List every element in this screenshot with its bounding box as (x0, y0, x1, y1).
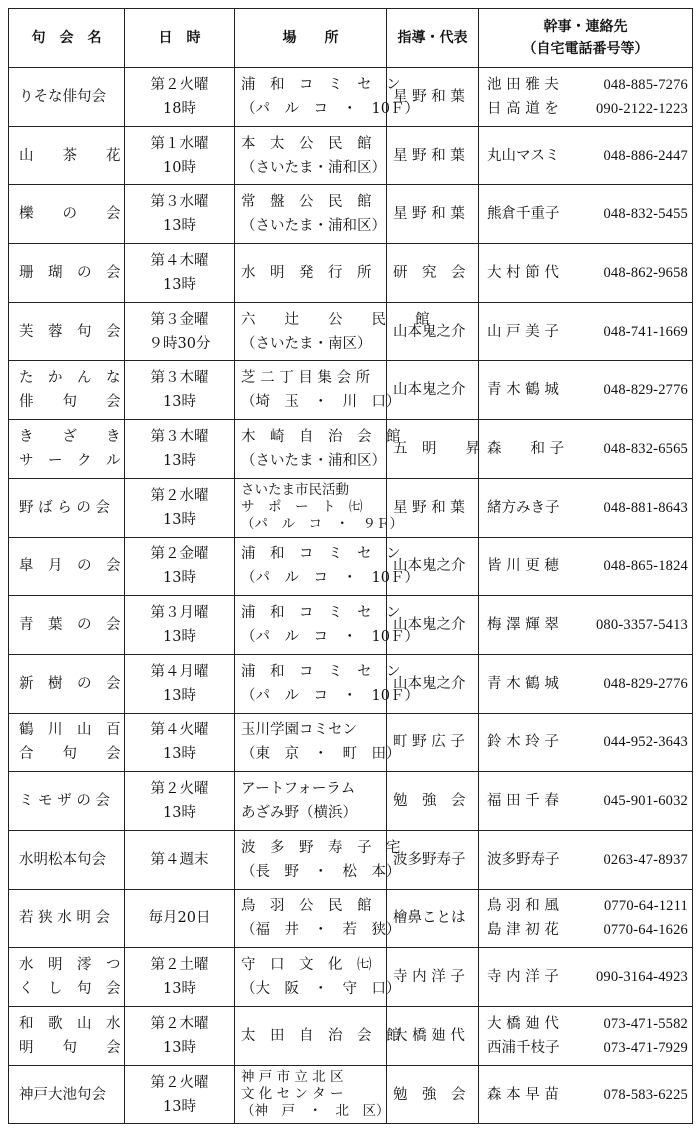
contact-cell (479, 68, 693, 127)
schedule-text: 13時 (163, 452, 196, 469)
schedule-cell (125, 1065, 235, 1124)
contact-name: 森 和 子 (487, 440, 565, 457)
contact-entry (487, 894, 688, 918)
table-row (9, 420, 693, 479)
schedule-text: 13時 (163, 981, 196, 998)
contact-phone: 0770-64-1626 (603, 922, 688, 939)
schedule-text: 第２火曜 (150, 76, 209, 93)
contact-entry (487, 97, 688, 121)
schedule-cell (125, 361, 235, 420)
group-name-cell (9, 185, 125, 244)
venue-text: （さいたま・南区） (241, 335, 372, 352)
schedule-text: 第３月曜 (150, 605, 209, 622)
venue-text: さいたま市民活動 (241, 482, 349, 499)
schedule-text: 13時 (163, 218, 196, 235)
venue-text: あざみ野（横浜） (241, 805, 357, 822)
contact-phone: 090-2122-1223 (595, 100, 688, 117)
schedule-cell (125, 126, 235, 185)
leader-name: 山本鬼之介 (393, 558, 466, 575)
venue-text: （大 阪 ・ 守 口） (241, 981, 401, 998)
contact-cell (479, 654, 693, 713)
venue-text: 浦 和 コ ミ セ ン (241, 76, 401, 93)
venue-cell (235, 244, 387, 303)
table-row (9, 654, 693, 713)
contact-entry (487, 848, 688, 872)
contact-name: 福 田 千 春 (487, 793, 559, 810)
table-row (9, 830, 693, 889)
venue-text: （埼 玉 ・ 川 口） (241, 394, 401, 411)
schedule-cell (125, 948, 235, 1007)
contact-phone: 048-741-1669 (603, 323, 688, 340)
group-name-cell (9, 596, 125, 655)
venue-text: （パ ル コ ・ 10Ｆ） (241, 687, 419, 704)
group-name-cell (9, 361, 125, 420)
contact-phone: 048-829-2776 (603, 382, 688, 399)
schedule-cell (125, 654, 235, 713)
leader-cell (387, 1007, 479, 1066)
header-name: 句 会 名 (9, 9, 125, 68)
table-row (9, 68, 693, 127)
venue-cell (235, 126, 387, 185)
contact-cell (479, 537, 693, 596)
schedule-cell (125, 830, 235, 889)
group-name: 和 歌 山 水 (19, 1015, 121, 1032)
group-name: 新 樹 の 会 (19, 675, 121, 692)
leader-name: 研 究 会 (393, 264, 466, 281)
leader-cell (387, 889, 479, 948)
leader-name: 星 野 和 葉 (393, 147, 465, 164)
venue-text: （神 戸 ・ 北 区） (241, 1103, 390, 1120)
contact-name: 青 木 鶴 城 (487, 382, 559, 399)
table-row (9, 361, 693, 420)
leader-name: 星 野 和 葉 (393, 499, 465, 516)
schedule-text: 13時 (163, 687, 196, 704)
schedule-text: 10時 (163, 159, 196, 176)
contact-entry (487, 613, 688, 637)
contact-phone: 0263-47-8937 (603, 851, 688, 868)
leader-name: 勉 強 会 (393, 793, 466, 810)
header-date: 日 時 (125, 9, 235, 68)
venue-text: 太 田 自 治 会 館 (241, 1027, 401, 1044)
schedule-cell (125, 185, 235, 244)
venue-text: 水 明 発 行 所 (241, 264, 372, 281)
schedule-text: 第３木曜 (150, 428, 209, 445)
contact-phone: 044-952-3643 (603, 734, 688, 751)
contact-name: 大 村 節 代 (487, 264, 559, 281)
contact-entry (487, 1012, 688, 1036)
venue-cell (235, 713, 401, 772)
table-row (9, 713, 693, 772)
contact-name: 寺 内 洋 子 (487, 969, 559, 986)
contact-entry (487, 437, 688, 461)
schedule-cell (125, 68, 235, 127)
group-name-cell (9, 420, 125, 479)
leader-name: 檜鼻ことは (393, 910, 466, 927)
venue-text: 六 辻 公 民 館 (241, 311, 430, 328)
contact-name: 山 戸 美 子 (487, 323, 559, 340)
venue-cell (235, 537, 419, 596)
schedule-text: ９時30分 (148, 335, 211, 352)
leader-cell (387, 185, 479, 244)
schedule-text: 18時 (163, 100, 196, 117)
group-name-cell (9, 772, 125, 831)
contact-phone: 048-865-1824 (603, 558, 688, 575)
venue-text: 玉川学園コミセン (241, 722, 357, 739)
contact-cell (479, 1007, 693, 1066)
group-name-cell (9, 830, 125, 889)
contact-cell (479, 772, 693, 831)
contact-cell (479, 713, 693, 772)
venue-cell (235, 68, 419, 127)
group-name: 珊 瑚 の 会 (19, 264, 121, 281)
group-name-cell (9, 478, 125, 537)
venue-cell (235, 654, 419, 713)
group-name-cell (9, 1007, 125, 1066)
group-name: 鶴 川 山 百 (19, 722, 121, 739)
header-contact (479, 9, 693, 68)
contact-name: 波多野寿子 (487, 851, 560, 868)
venue-cell (235, 889, 401, 948)
group-name: き ざ き (19, 428, 121, 445)
contact-cell (479, 361, 693, 420)
venue-text: （長 野 ・ 松 本） (241, 863, 401, 880)
table-row (9, 244, 693, 303)
table-row (9, 948, 693, 1007)
schedule-text: 毎月20日 (148, 910, 211, 927)
table-row (9, 537, 693, 596)
venue-text: （さいたま・浦和区） (241, 218, 386, 235)
group-name: 芙 蓉 句 会 (19, 323, 121, 340)
leader-cell (387, 948, 479, 1007)
contact-entry (487, 378, 688, 402)
contact-cell (479, 948, 693, 1007)
venue-cell (235, 830, 401, 889)
header-leader: 指導・代表 (387, 9, 479, 68)
group-name: サ ー ク ル (19, 452, 121, 469)
venue-text: 守 口 文 化 ㈦ (241, 957, 372, 974)
contact-entry (487, 73, 688, 97)
leader-name: 星 野 和 葉 (393, 206, 465, 223)
group-name: 俳 句 会 (19, 394, 121, 411)
schedule-text: 13時 (163, 629, 196, 646)
group-name: 野 ば ら の 会 (19, 499, 110, 516)
venue-text: 浦 和 コ ミ セ ン (241, 546, 401, 563)
leader-cell (387, 713, 479, 772)
contact-phone: 073-471-7929 (603, 1039, 688, 1056)
contact-cell (479, 302, 693, 361)
schedule-cell (125, 537, 235, 596)
venue-text: （さいたま・浦和区） (241, 159, 386, 176)
contact-phone: 045-901-6032 (603, 793, 688, 810)
schedule-cell (125, 302, 235, 361)
contact-phone: 048-829-2776 (603, 675, 688, 692)
contact-entry (487, 672, 688, 696)
leader-name: 大 橋 廸 代 (393, 1027, 465, 1044)
contact-phone: 078-583-6225 (603, 1086, 688, 1103)
contact-name: 丸山マスミ (487, 147, 560, 164)
venue-text: 木 崎 自 治 会 館 (241, 428, 401, 445)
group-name: 神戸大池句会 (19, 1086, 106, 1103)
table-row (9, 185, 693, 244)
leader-name: 勉 強 会 (393, 1086, 466, 1103)
table-row (9, 1065, 693, 1124)
header-contact-title: 幹事・連絡先 (543, 19, 628, 35)
schedule-text: 13時 (163, 570, 196, 587)
table-row (9, 772, 693, 831)
schedule-text: 第３金曜 (150, 311, 209, 328)
group-name-cell (9, 889, 125, 948)
contact-phone: 048-862-9658 (603, 264, 688, 281)
leader-name: 五 明 昇 (393, 440, 480, 457)
contact-cell (479, 185, 693, 244)
contact-name: 島 津 初 花 (487, 922, 559, 939)
schedule-text: 13時 (163, 276, 196, 293)
venue-cell (235, 1007, 401, 1066)
schedule-cell (125, 420, 235, 479)
contact-entry (487, 554, 688, 578)
schedule-cell (125, 478, 235, 537)
leader-cell (387, 772, 479, 831)
venue-text: 浦 和 コ ミ セ ン (241, 605, 401, 622)
venue-text: 浦 和 コ ミ セ ン (241, 663, 401, 680)
leader-name: 寺 内 洋 子 (393, 969, 465, 986)
table-row (9, 302, 693, 361)
schedule-text: 第２土曜 (150, 957, 209, 974)
header-contact-subtitle: （自宅電話番号等） (522, 41, 649, 57)
schedule-text: 13時 (163, 394, 196, 411)
leader-cell (387, 1065, 479, 1124)
group-name-cell (9, 126, 125, 185)
contact-cell (479, 1065, 693, 1124)
contact-phone: 0770-64-1211 (603, 898, 688, 915)
venue-text: （さいたま・浦和区） (241, 452, 386, 469)
contact-name: 日 高 道 を (487, 100, 559, 117)
leader-name: 山本鬼之介 (393, 323, 466, 340)
group-name: りそな俳句会 (19, 88, 106, 105)
leader-name: 山本鬼之介 (393, 675, 466, 692)
contact-entry (487, 144, 688, 168)
table-header (9, 9, 693, 68)
contact-name: 大 橋 廸 代 (487, 1015, 559, 1032)
venue-text: （パ ル コ ・ ９Ｆ） (241, 516, 403, 533)
contact-entry (487, 789, 688, 813)
group-name: く し 句 会 (19, 981, 121, 998)
schedule-text: 第２火曜 (150, 781, 209, 798)
venue-text: サ ポ ー ト ㈦ (241, 499, 363, 516)
contact-entry (487, 1036, 688, 1060)
contact-cell (479, 830, 693, 889)
group-name-cell (9, 948, 125, 1007)
group-name-cell (9, 654, 125, 713)
venue-cell (235, 185, 387, 244)
group-name-cell (9, 68, 125, 127)
venue-text: 文 化 セ ン タ ー (241, 1086, 344, 1103)
leader-name: 山本鬼之介 (393, 617, 466, 634)
group-name-cell (9, 713, 125, 772)
contact-entry (487, 496, 688, 520)
contact-name: 鈴 木 玲 子 (487, 734, 559, 751)
group-name: 皐 月 の 会 (19, 558, 121, 575)
venue-text: 神 戸 市 立 北 区 (241, 1069, 344, 1086)
schedule-text: 第４木曜 (150, 252, 209, 269)
haiku-group-table (8, 8, 693, 1124)
contact-entry (487, 1083, 688, 1107)
leader-name: 山本鬼之介 (393, 382, 466, 399)
leader-name: 星 野 和 葉 (393, 88, 465, 105)
contact-cell (479, 889, 693, 948)
contact-phone: 048-881-8643 (603, 499, 688, 516)
contact-entry (487, 202, 688, 226)
contact-entry (487, 918, 688, 942)
schedule-cell (125, 713, 235, 772)
schedule-text: 第４週末 (150, 851, 209, 868)
contact-phone: 048-832-5455 (603, 206, 688, 223)
venue-text: （東 京 ・ 町 田） (241, 746, 401, 763)
contact-phone: 090-3164-4923 (595, 969, 688, 986)
schedule-text: 13時 (163, 511, 196, 528)
schedule-cell (125, 596, 235, 655)
schedule-text: 第２金曜 (150, 546, 209, 563)
venue-cell (235, 948, 401, 1007)
contact-name: 青 木 鶴 城 (487, 675, 559, 692)
group-name: 櫟 の 会 (19, 206, 121, 223)
table-body (9, 68, 693, 1124)
schedule-text: 第２水曜 (150, 487, 209, 504)
table-row (9, 126, 693, 185)
contact-name: 熊倉千重子 (487, 206, 560, 223)
venue-cell (235, 596, 419, 655)
schedule-cell (125, 244, 235, 303)
schedule-text: 第３水曜 (150, 194, 209, 211)
leader-cell (387, 126, 479, 185)
contact-phone: 048-885-7276 (603, 76, 688, 93)
venue-text: （パ ル コ ・ 10Ｆ） (241, 629, 419, 646)
venue-text: 本 太 公 民 館 (241, 135, 372, 152)
contact-cell (479, 244, 693, 303)
contact-entry (487, 320, 688, 344)
group-name: 合 句 会 (19, 746, 121, 763)
venue-cell (235, 420, 401, 479)
contact-cell (479, 478, 693, 537)
contact-cell (479, 596, 693, 655)
group-name-cell (9, 1065, 125, 1124)
schedule-text: 第２火曜 (150, 1074, 209, 1091)
group-name-cell (9, 537, 125, 596)
venue-cell (235, 361, 401, 420)
contact-name: 西浦千枝子 (487, 1039, 560, 1056)
venue-text: （パ ル コ ・ 10Ｆ） (241, 100, 419, 117)
contact-name: 森 本 早 苗 (487, 1086, 559, 1103)
group-name: 水明松本句会 (19, 851, 106, 868)
leader-cell (387, 361, 479, 420)
schedule-text: 第４火曜 (150, 722, 209, 739)
schedule-cell (125, 1007, 235, 1066)
schedule-text: 13時 (163, 746, 196, 763)
contact-phone: 073-471-5582 (603, 1015, 688, 1032)
table-row (9, 596, 693, 655)
contact-entry (487, 965, 688, 989)
schedule-text: 13時 (163, 805, 196, 822)
contact-name: 皆 川 更 穂 (487, 558, 559, 575)
venue-cell (235, 478, 403, 537)
leader-name: 町 野 広 子 (393, 734, 465, 751)
venue-text: 常 盤 公 民 館 (241, 194, 372, 211)
header-place: 場 所 (235, 9, 387, 68)
schedule-cell (125, 772, 235, 831)
group-name: 青 葉 の 会 (19, 617, 121, 634)
venue-text: （パ ル コ ・ 10Ｆ） (241, 570, 419, 587)
contact-phone: 048-886-2447 (603, 147, 688, 164)
schedule-text: 第１水曜 (150, 135, 209, 152)
venue-text: 鳥 羽 公 民 館 (241, 898, 372, 915)
contact-name: 緒方みき子 (487, 499, 560, 516)
contact-phone: 048-832-6565 (603, 440, 688, 457)
contact-name: 梅 澤 輝 翠 (487, 617, 559, 634)
schedule-text: 13時 (163, 1039, 196, 1056)
venue-cell (235, 772, 387, 831)
contact-phone: 080-3357-5413 (595, 617, 688, 634)
schedule-text: 13時 (163, 1098, 196, 1115)
group-name: 明 句 会 (19, 1039, 121, 1056)
schedule-cell (125, 889, 235, 948)
contact-name: 鳥 羽 和 風 (487, 898, 559, 915)
venue-text: アートフォーラム (241, 781, 356, 798)
contact-entry (487, 730, 688, 754)
group-name: 若 狭 水 明 会 (19, 910, 110, 927)
table-row (9, 889, 693, 948)
table-row (9, 1007, 693, 1066)
leader-name: 波多野寿子 (393, 851, 466, 868)
venue-text: （福 井 ・ 若 狭） (241, 922, 401, 939)
group-name: 山 茶 花 (19, 147, 121, 164)
venue-text: 芝 二 丁 目 集 会 所 (241, 370, 371, 387)
venue-cell (235, 1065, 390, 1124)
contact-cell (479, 126, 693, 185)
contact-cell (479, 420, 693, 479)
schedule-text: 第２木曜 (150, 1015, 209, 1032)
table-row (9, 478, 693, 537)
schedule-text: 第４月曜 (150, 663, 209, 680)
group-name: 水 明 澪 つ (19, 957, 121, 974)
group-name-cell (9, 244, 125, 303)
schedule-text: 第３木曜 (150, 370, 209, 387)
venue-text: 波 多 野 寿 子 宅 (241, 839, 401, 856)
contact-entry (487, 261, 688, 285)
group-name-cell (9, 302, 125, 361)
contact-name: 池 田 雅 夫 (487, 76, 559, 93)
group-name: た か ん な (19, 370, 121, 387)
leader-cell (387, 244, 479, 303)
group-name: ミ モ ザ の 会 (19, 793, 110, 810)
